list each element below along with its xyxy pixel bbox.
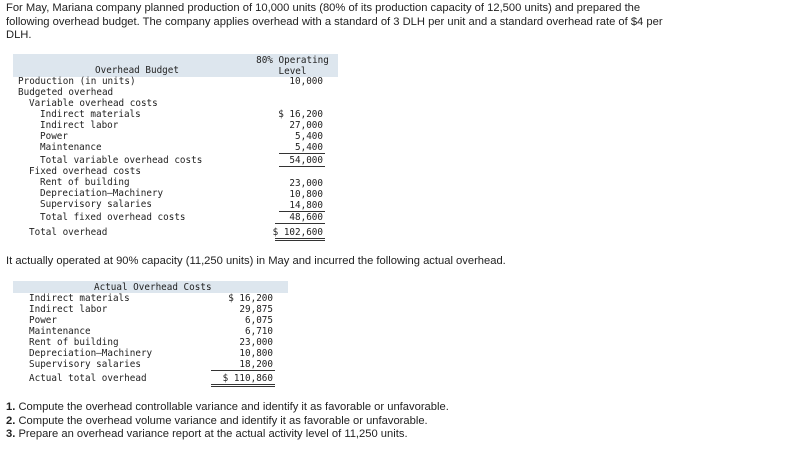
- question-item: [6, 401, 449, 415]
- row-value: 18,200: [239, 359, 273, 370]
- row-value: $ 16,200: [228, 293, 273, 304]
- row-value: 10,000: [289, 76, 323, 87]
- row-label: Supervisory salaries: [40, 199, 152, 210]
- intro-paragraph: [6, 2, 766, 43]
- row-label: Depreciation—Machinery: [29, 348, 153, 359]
- row-label: Total overhead: [29, 227, 108, 238]
- row-value: $ 102,600: [272, 227, 323, 238]
- underline: [275, 223, 325, 224]
- intro-line: following overhead budget. The company applies overhead with a standard of 3 DLH per unit and a standard overhead rate of $4 per: [6, 15, 663, 28]
- row-value: 54,000: [289, 155, 323, 166]
- question-text: Prepare an overhead variance report at the actual activity level of 11,250 units.: [15, 428, 408, 440]
- column-header: 80% Operating: [256, 55, 329, 66]
- row-label: Budgeted overhead: [18, 87, 114, 98]
- row-label: Fixed overhead costs: [29, 166, 141, 177]
- double-underline: [275, 240, 325, 241]
- row-label: Variable overhead costs: [29, 98, 158, 109]
- row-label: Total fixed overhead costs: [40, 212, 186, 223]
- row-label: Total variable overhead costs: [40, 155, 203, 166]
- row-value: 6,075: [245, 315, 273, 326]
- question-text: Compute the overhead controllable variance and identify it as favorable or unfavorable.: [15, 401, 449, 413]
- row-value: 10,800: [289, 189, 323, 200]
- actual-intro-text: It actually operated at 90% capacity (11,250 units) in May and incurred the following actual overhead.: [6, 255, 506, 267]
- row-value: 23,000: [239, 337, 273, 348]
- row-value: 5,400: [295, 131, 323, 142]
- question-number: 2.: [6, 414, 16, 427]
- row-value: 27,000: [289, 120, 323, 131]
- actual-overhead-table: [13, 281, 288, 388]
- question-item: [6, 415, 449, 429]
- underline: [211, 370, 275, 371]
- row-label: Indirect materials: [29, 293, 130, 304]
- double-underline: [211, 386, 275, 387]
- row-value: 23,000: [289, 178, 323, 189]
- row-label: Rent of building: [40, 177, 130, 188]
- double-underline: [275, 238, 325, 239]
- intro-line: DLH.: [6, 29, 32, 41]
- question-number: 1.: [6, 401, 16, 413]
- row-value: 14,800: [289, 200, 323, 211]
- table-title: Actual Overhead Costs: [94, 282, 212, 293]
- row-value: $ 110,860: [222, 373, 273, 384]
- column-header: Level: [278, 66, 307, 77]
- row-label: Power: [29, 315, 57, 326]
- double-underline: [211, 384, 275, 385]
- intro-line: For May, Mariana company planned production of 10,000 units (80% of its production capacity of 12,500 units) and prepared the: [6, 2, 641, 14]
- row-label: Supervisory salaries: [29, 359, 141, 370]
- row-label: Maintenance: [40, 142, 102, 153]
- row-label: Production (in units): [18, 76, 136, 87]
- row-value: 6,710: [245, 326, 273, 337]
- question-list: [6, 401, 449, 442]
- row-value: 29,875: [239, 304, 273, 315]
- underline: [279, 166, 325, 167]
- row-value: $ 16,200: [278, 109, 323, 120]
- overhead-budget-table: [13, 54, 338, 241]
- row-value: 48,600: [289, 212, 323, 223]
- row-label: Indirect labor: [29, 304, 108, 315]
- underline: [279, 153, 325, 154]
- row-label: Rent of building: [29, 337, 119, 348]
- question-item: [6, 428, 449, 442]
- table-title: Overhead Budget: [95, 65, 179, 76]
- row-label: Indirect materials: [40, 109, 141, 120]
- row-label: Maintenance: [29, 326, 91, 337]
- row-label: Depreciation—Machinery: [40, 188, 164, 199]
- row-value: 5,400: [295, 142, 323, 153]
- row-label: Indirect labor: [40, 120, 119, 131]
- question-number: 3.: [6, 428, 16, 440]
- row-label: Actual total overhead: [29, 373, 147, 384]
- row-label: Power: [40, 131, 68, 142]
- question-text: Compute the overhead volume variance and identify it as favorable or unfavorable.: [15, 414, 428, 427]
- row-value: 10,800: [239, 348, 273, 359]
